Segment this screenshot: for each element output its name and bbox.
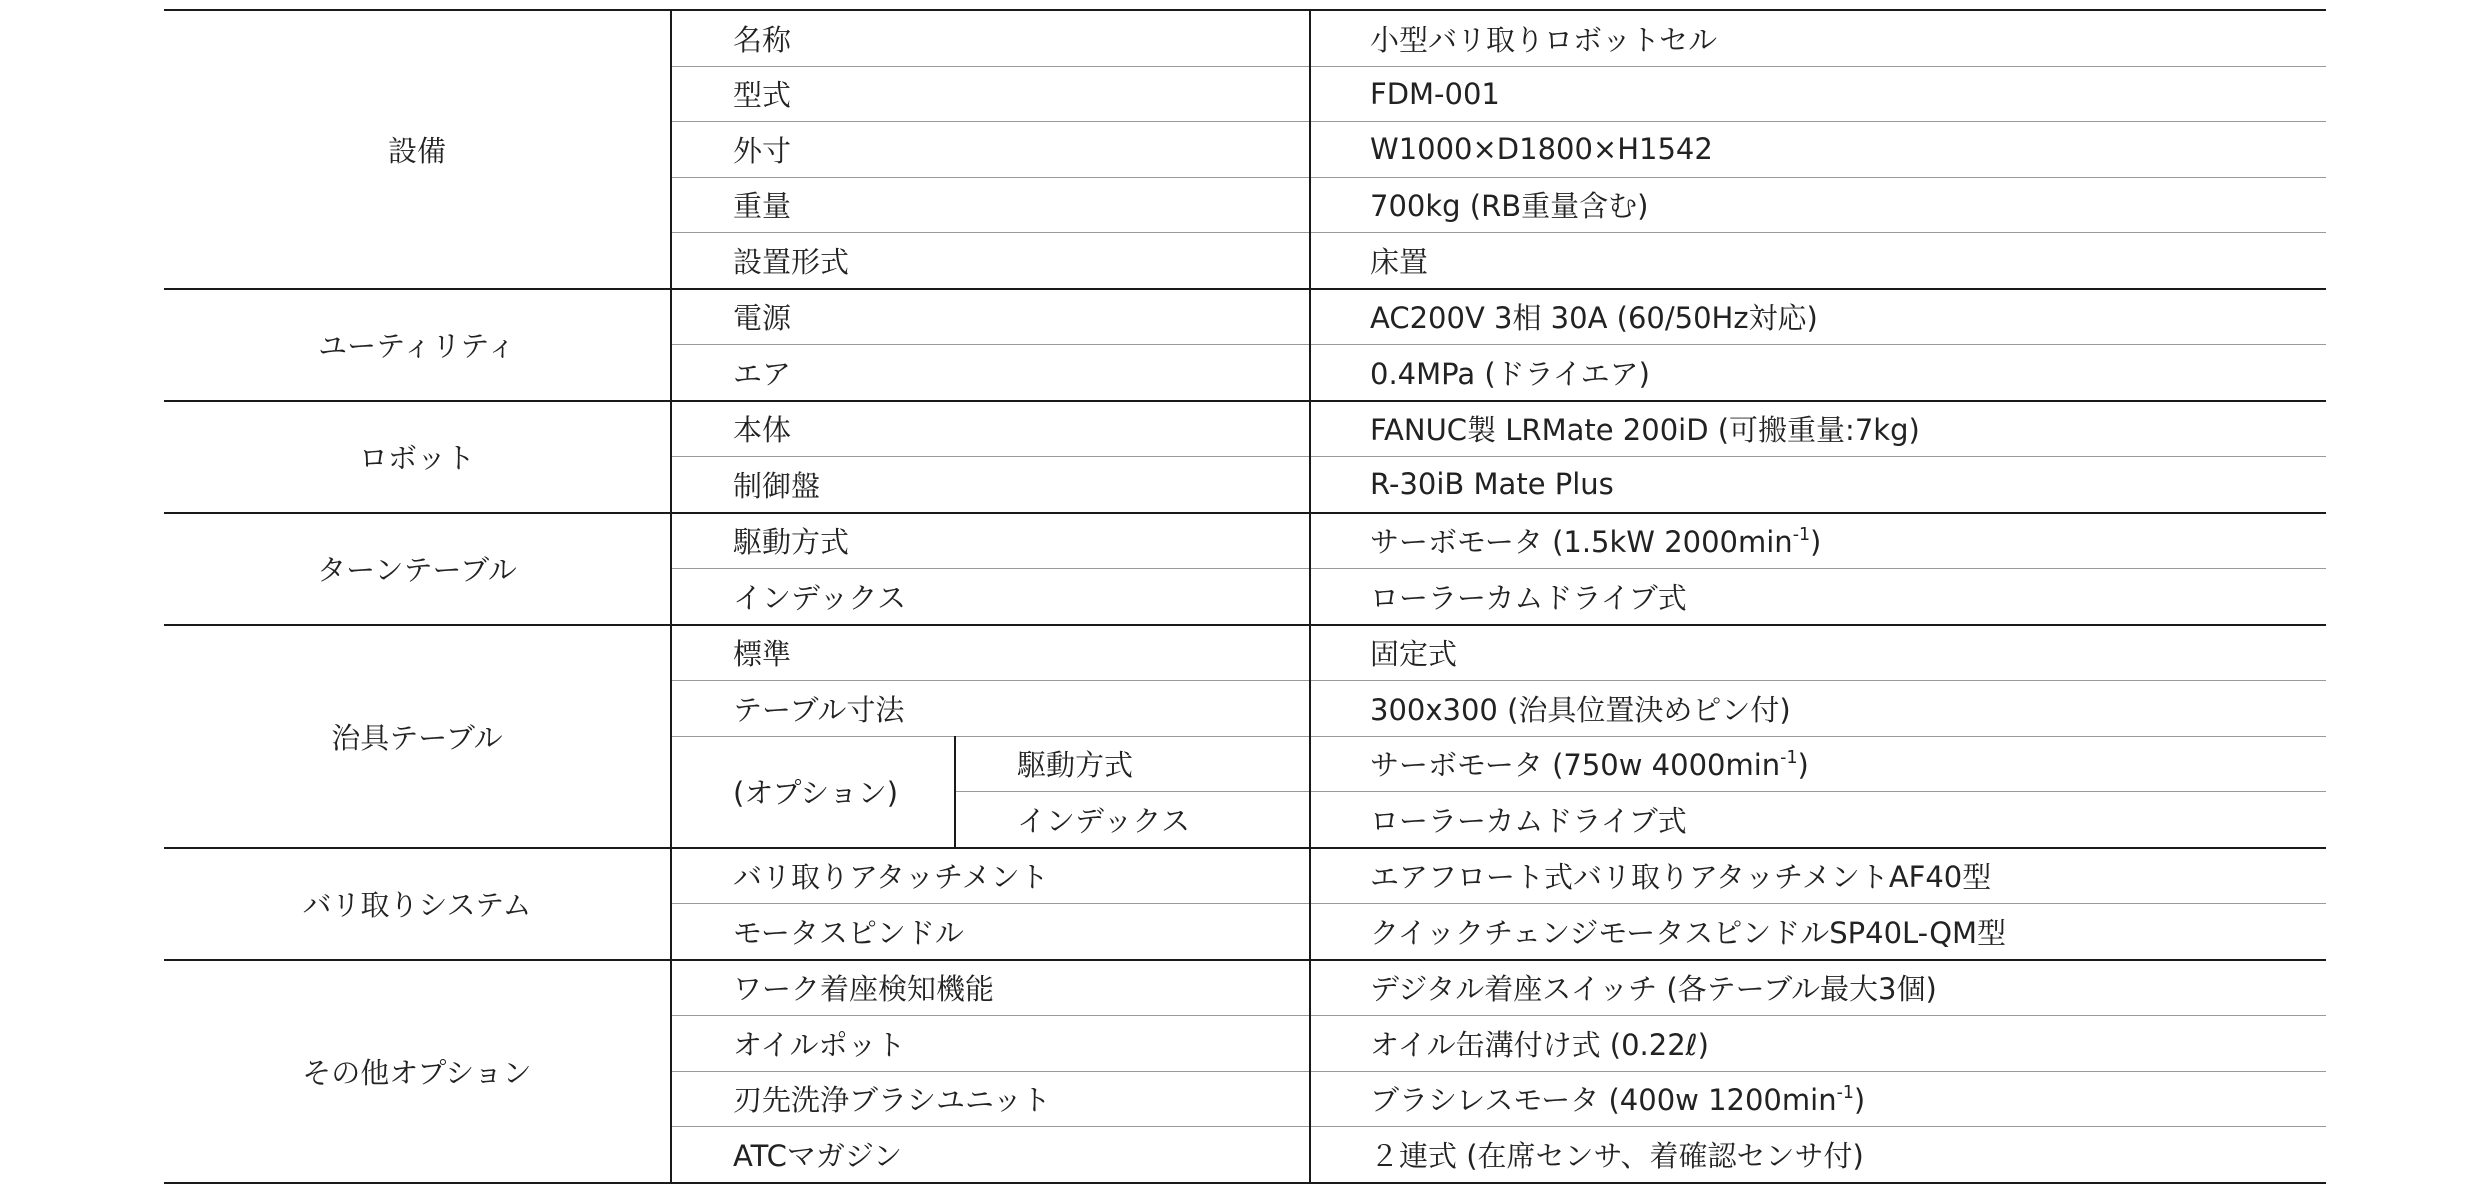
category-cell: バリ取りシステム (164, 848, 671, 960)
value-cell: 床置 (1310, 233, 2326, 289)
value-cell: R-30iB Mate Plus (1310, 457, 2326, 513)
value-text-end: ) (1853, 1083, 1866, 1118)
value-cell: ローラーカムドライブ式 (1310, 569, 2326, 625)
table-row (164, 10, 2326, 66)
table-row (164, 513, 2326, 569)
item-cell: 外寸 (671, 122, 1310, 178)
category-cell: 治具テーブル (164, 625, 671, 848)
value-cell (1310, 1071, 2326, 1127)
value-cell (1310, 513, 2326, 569)
item-cell: 駆動方式 (671, 513, 1310, 569)
table-row (164, 401, 2326, 457)
item-cell: 刃先洗浄ブラシユニット (671, 1071, 1310, 1127)
item-cell: ATCマガジン (671, 1127, 1310, 1183)
table-row (164, 625, 2326, 681)
value-cell: 固定式 (1310, 625, 2326, 681)
item-cell: 標準 (671, 625, 1310, 681)
value-text: サーボモータ (750w 4000min (1370, 748, 1781, 783)
table-row (164, 960, 2326, 1016)
category-cell: その他オプション (164, 960, 671, 1183)
item-cell: 本体 (671, 401, 1310, 457)
value-cell: デジタル着座スイッチ (各テーブル最大3個) (1310, 960, 2326, 1016)
item-cell: 電源 (671, 289, 1310, 345)
item-cell: 重量 (671, 177, 1310, 233)
superscript: -1 (1836, 1083, 1854, 1104)
sub-item-cell: 駆動方式 (955, 736, 1310, 792)
value-cell: ２連式 (在席センサ、着確認センサ付) (1310, 1127, 2326, 1183)
option-label-cell: (オプション) (671, 736, 955, 848)
value-cell: FDM-001 (1310, 66, 2326, 122)
item-cell: 制御盤 (671, 457, 1310, 513)
category-cell: 設備 (164, 10, 671, 289)
value-text: ブラシレスモータ (400w 1200min (1370, 1083, 1837, 1118)
value-cell: エアフロート式バリ取りアタッチメントAF40型 (1310, 848, 2326, 904)
item-cell: モータスピンドル (671, 904, 1310, 960)
spec-table (164, 9, 2326, 1184)
superscript: -1 (1792, 525, 1811, 546)
item-cell: テーブル寸法 (671, 681, 1310, 737)
item-cell: 設置形式 (671, 233, 1310, 289)
value-cell: 小型バリ取りロボットセル (1310, 10, 2326, 66)
value-cell: 0.4MPa (ドライエア) (1310, 345, 2326, 401)
category-cell: ロボット (164, 401, 671, 513)
table-row (164, 289, 2326, 345)
value-cell: クイックチェンジモータスピンドルSP40L-QM型 (1310, 904, 2326, 960)
category-cell: ターンテーブル (164, 513, 671, 625)
value-cell (1310, 736, 2326, 792)
value-text: サーボモータ (1.5kW 2000min (1370, 525, 1793, 560)
value-cell: 300x300 (治具位置決めピン付) (1310, 681, 2326, 737)
value-cell: W1000×D1800×H1542 (1310, 122, 2326, 178)
value-text-end: ) (1810, 525, 1822, 560)
item-cell: インデックス (671, 569, 1310, 625)
value-cell: 700kg (RB重量含む) (1310, 177, 2326, 233)
item-cell: エア (671, 345, 1310, 401)
sub-item-cell: インデックス (955, 792, 1310, 848)
value-cell: AC200V 3相 30A (60/50Hz対応) (1310, 289, 2326, 345)
value-cell: オイル缶溝付け式 (0.22ℓ) (1310, 1016, 2326, 1072)
item-cell: バリ取りアタッチメント (671, 848, 1310, 904)
category-cell: ユーティリティ (164, 289, 671, 401)
item-cell: 型式 (671, 66, 1310, 122)
item-cell: オイルポット (671, 1016, 1310, 1072)
value-cell: FANUC製 LRMate 200iD (可搬重量:7kg) (1310, 401, 2326, 457)
item-cell: 名称 (671, 10, 1310, 66)
value-text-end: ) (1797, 748, 1809, 783)
table-row (164, 848, 2326, 904)
value-cell: ローラーカムドライブ式 (1310, 792, 2326, 848)
item-cell: ワーク着座検知機能 (671, 960, 1310, 1016)
superscript: -1 (1780, 748, 1798, 769)
